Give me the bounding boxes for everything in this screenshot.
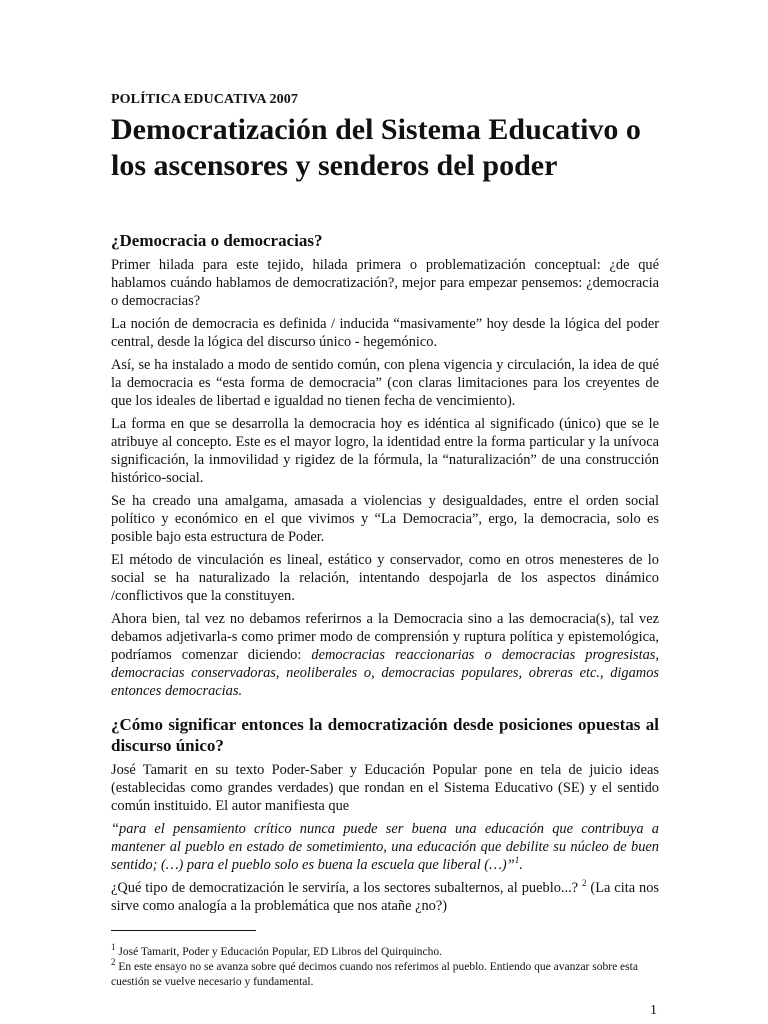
section-heading-democratizacion: ¿Cómo significar entonces la democratización desde posiciones opuestas al discurso único? [111,715,659,755]
paragraph: Se ha creado una amalgama, amasada a violencias y desigualdades, entre el orden social político y económico en el que vivimos y “La Democracia”, ergo, la democracia, solo es posible bajo esta estructura de Poder. [111,493,659,545]
paragraph: Así, se ha instalado a modo de sentido común, con plena vigencia y circulación, la idea de qué la democracia es “esta forma de democracia” (con claras limitaciones para los creyentes de que los ideales de libertad e igualdad no tienen fecha de vencimiento). [111,357,659,409]
paragraph: El método de vinculación es lineal, estático y conservador, como en otros menesteres de lo social se ha naturalizado la relación, intentando despojarla de los aspectos dinámico /conflictivos que la constituyen. [111,552,659,604]
paragraph-text: Ahora bien, tal vez no debamos referirnos a la Democracia sino a las democracia(s), tal vez debamos adjetivarla-s como primer modo de comprensión y ruptura política y epistemológica, podríamos comenzar diciendo: [111,611,659,663]
footnote-ref-2[interactable]: 2 [582,878,587,889]
question-text: ¿Qué tipo de democratización le serviría, a los sectores subalternos, al pueblo...? [111,880,582,896]
section-heading-democracia: ¿Democracia o democracias? [111,231,323,250]
page-number: 1 [650,1003,657,1018]
footnote-text: En este ensayo no se avanza sobre qué decimos cuando nos referimos al pueblo. Entiendo que avanzar sobre esta cuestión se vuelve necesario y fundamental. [111,961,638,988]
paragraph-democracias [111,610,659,700]
quote-text: “para el pensamiento crítico nunca puede ser buena una educación que contribuya a mantener al pueblo en estado de sometimiento, una educación que debilite su núcleo de buen sentido; (…) para el pueblo solo es buena la escuela que liberal (…)” [111,821,659,873]
footnote-number: 2 [111,957,116,968]
paragraph: Primer hilada para este tejido, hilada primera o problematización conceptual: ¿de qué hablamos cuándo hablamos de democratización?, mejor para empezar pensemos: ¿democracia o democracias? [111,257,659,309]
footnote-text: José Tamarit, Poder y Educación Popular, ED Libros del Quirquincho. [115,946,443,958]
document-title: Democratización del Sistema Educativo o los ascensores y senderos del poder [111,113,641,182]
question-text-continued: (La cita nos sirve como analogía a la problemática que nos atañe ¿no?) [111,880,659,914]
footnote-number: 1 [111,942,116,953]
document-body [111,230,659,920]
document-header: POLÍTICA EDUCATIVA 2007 [111,92,298,107]
paragraph: La forma en que se desarrolla la democracia hoy es idéntica al significado (único) que se le atribuye al concepto. Este es el mayor logro, la identidad entre la forma particular y la unívoca significación, la inmovilidad y rigidez de la fórmula, la “naturalización” de una construcción histórico-social. [111,416,659,486]
footnote-divider [111,930,256,931]
footnotes [111,930,659,990]
block-quote: “para el pensamiento crítico nunca puede ser buena una educación que contribuya a mantener al pueblo en estado de sometimiento, una educación que debilite su núcleo de buen sentido; (…) para el pueblo solo es buena la escuela que liberal (…)”$^1$. [111,821,659,873]
paragraph: La noción de democracia es definida / inducida “masivamente” hoy desde la lógica del poder central, desde la lógica del discurso único - hegemónico. [111,316,659,350]
footnote-ref-1[interactable]: 1 [514,855,520,866]
footnote-1 [111,942,659,960]
footnote-2 [111,957,659,990]
paragraph-question [111,879,659,915]
paragraph: José Tamarit en su texto Poder-Saber y Educación Popular pone en tela de juicio ideas (establecidas como grandes verdades) que rondan en el Sistema Educativo (SE) y el sentido común instituido. El autor manifiesta que [111,762,659,814]
paragraph-italic-text: democracias reaccionarias o democracias progresistas, democracias conservadoras, neoliberales o, democracias populares, obreras etc., digamos entonces democracias. [111,647,659,699]
